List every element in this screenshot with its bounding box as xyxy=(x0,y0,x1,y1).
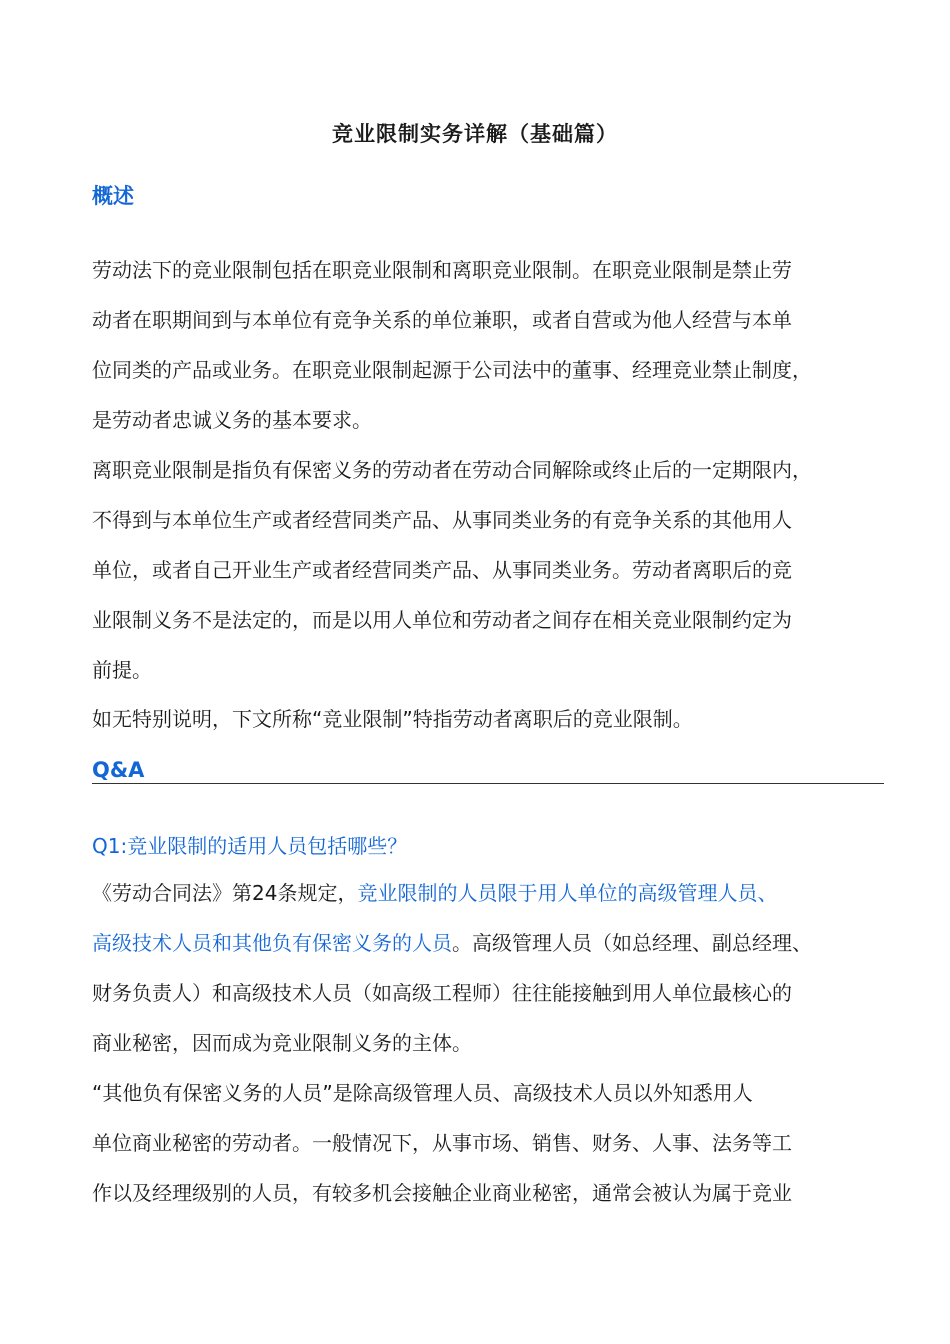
text-line xyxy=(92,918,892,968)
document-title: 竞业限制实务详解（基础篇） xyxy=(332,122,618,146)
text-line: “其他负有保密义务的人员”是除高级管理人员、高级技术人员以外知悉用人 xyxy=(92,1081,753,1105)
paragraph-answer-2 xyxy=(92,1068,892,1218)
question-heading-q1: Q1:竞业限制的适用人员包括哪些？ xyxy=(92,834,408,858)
text-line: 不得到与本单位生产或者经营同类产品、从事同类业务的有竞争关系的其他用人 xyxy=(92,508,792,532)
section-heading-qa: Q&A xyxy=(92,758,145,782)
paragraph-overview-3 xyxy=(92,694,892,744)
paragraph-overview-1 xyxy=(92,245,892,445)
text-line: 商业秘密，因而成为竞业限制义务的主体。 xyxy=(92,1031,472,1055)
highlighted-text: 竞业限制的人员限于用人单位的高级管理人员、 xyxy=(357,881,778,905)
highlighted-text: 高级技术人员和其他负有保密义务的人员 xyxy=(92,931,452,955)
text-line: 财务负责人）和高级技术人员（如高级工程师）往往能接触到用人单位最核心的 xyxy=(92,981,792,1005)
text-line: 前提。 xyxy=(92,658,152,682)
text-line: 是劳动者忠诚义务的基本要求。 xyxy=(92,408,372,432)
section-divider xyxy=(92,783,884,784)
paragraph-answer-1 xyxy=(92,868,892,1068)
text-line: 单位商业秘密的劳动者。一般情况下，从事市场、销售、财务、人事、法务等工 xyxy=(92,1131,792,1155)
text-run: 。高级管理人员（如总经理、副总经理、 xyxy=(452,931,812,955)
text-line: 业限制义务不是法定的，而是以用人单位和劳动者之间存在相关竞业限制约定为 xyxy=(92,608,792,632)
section-heading-overview: 概述 xyxy=(92,184,134,208)
text-line: 动者在职期间到与本单位有竞争关系的单位兼职，或者自营或为他人经营与本单 xyxy=(92,308,792,332)
paragraph-overview-2 xyxy=(92,445,892,695)
text-line: 位同类的产品或业务。在职竞业限制起源于公司法中的董事、经理竞业禁止制度， xyxy=(92,358,812,382)
text-line: 离职竞业限制是指负有保密义务的劳动者在劳动合同解除或终止后的一定期限内， xyxy=(92,458,812,482)
text-line xyxy=(92,868,892,918)
text-line: 作以及经理级别的人员，有较多机会接触企业商业秘密，通常会被认为属于竞业 xyxy=(92,1181,792,1205)
text-line: 如无特别说明，下文所称“竞业限制”特指劳动者离职后的竞业限制。 xyxy=(92,707,693,731)
text-line: 劳动法下的竞业限制包括在职竞业限制和离职竞业限制。在职竞业限制是禁止劳 xyxy=(92,258,792,282)
text-run: 《劳动合同法》第24条规定， xyxy=(92,881,358,905)
text-line: 单位，或者自己开业生产或者经营同类产品、从事同类业务。劳动者离职后的竞 xyxy=(92,558,792,582)
